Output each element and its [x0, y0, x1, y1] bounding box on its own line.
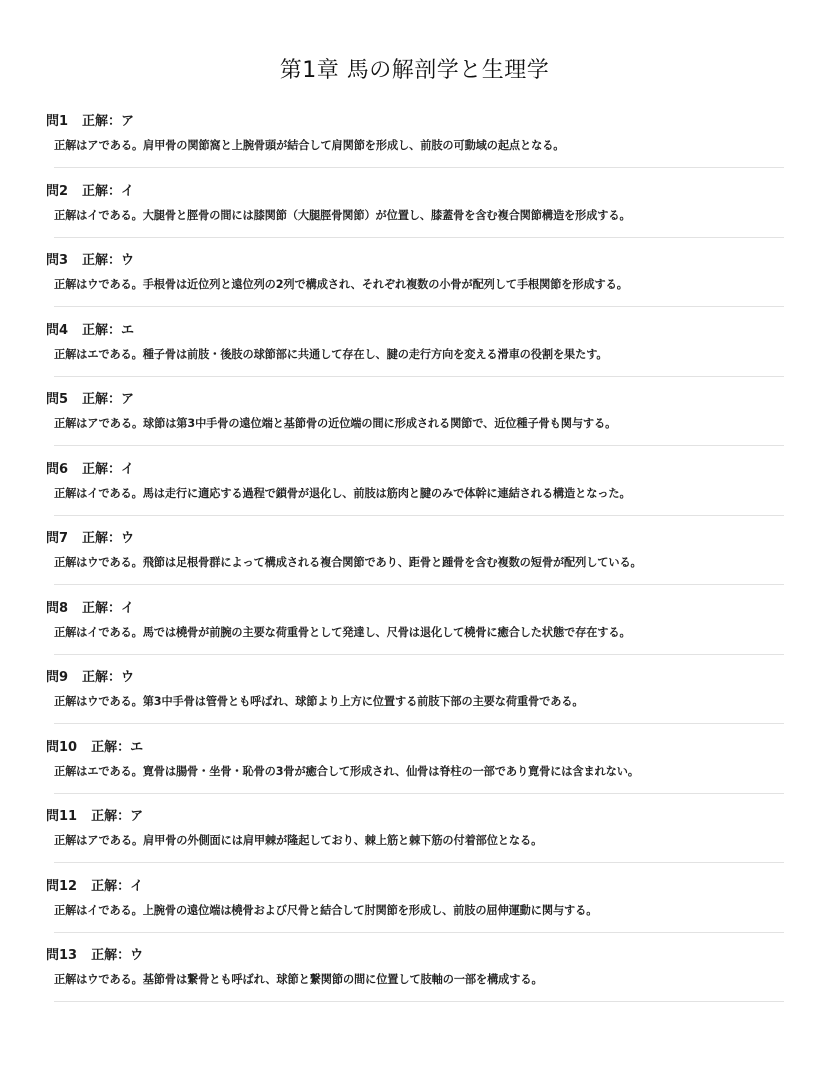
- divider: [54, 376, 784, 377]
- answer-explanation: 正解はイである。馬では橈骨が前腕の主要な荷重骨として発達し、尺骨は退化して橈骨に癒合した状態で存在する。: [54, 625, 631, 639]
- answer-explanation: 正解はアである。肩甲骨の外側面には肩甲棘が隆起しており、棘上筋と棘下筋の付着部位となる。: [54, 834, 543, 847]
- answer-heading: [46, 597, 134, 616]
- answer-item: [46, 523, 786, 593]
- answer-explanation: 正解はアである。肩甲骨の関節窩と上腕骨頭が結合して肩関節を形成し、前肢の可動域の起点となる。: [54, 139, 565, 152]
- answer-item: [46, 454, 786, 524]
- answer-heading: [46, 944, 143, 963]
- answer-explanation: 正解はウである。手根骨は近位列と遠位列の2列で構成され、それぞれ複数の小骨が配列して手根関節を形成する。: [54, 278, 628, 291]
- page-title: 第1章 馬の解剖学と生理学: [279, 57, 550, 83]
- question-number: 問7: [46, 531, 69, 546]
- answer-item: [46, 940, 786, 1010]
- answer-item: [46, 801, 786, 871]
- answer-item: [46, 106, 786, 176]
- question-number: 問1: [46, 114, 69, 129]
- answer-item: [46, 245, 786, 315]
- divider: [54, 793, 784, 794]
- question-number: 問4: [46, 322, 69, 338]
- correct-answer: 正解：ウ: [82, 670, 135, 685]
- answer-heading: [46, 805, 143, 824]
- answer-heading: [46, 319, 134, 338]
- answer-explanation: 正解はイである。上腕骨の遠位端は橈骨および尺骨と結合して肘関節を形成し、前肢の屈伸運動に関与する。: [54, 903, 598, 917]
- divider: [54, 445, 784, 446]
- question-number: 問6: [46, 461, 69, 477]
- divider: [54, 584, 784, 585]
- correct-answer: 正解：イ: [82, 600, 135, 616]
- divider: [54, 654, 784, 655]
- answer-list: [46, 106, 786, 1010]
- correct-answer: 正解：エ: [91, 739, 144, 755]
- question-number: 問2: [46, 183, 69, 199]
- question-number: 問10: [46, 739, 78, 755]
- answer-heading: [46, 388, 134, 407]
- correct-answer: 正解：ア: [82, 114, 135, 129]
- correct-answer: 正解：ア: [91, 809, 144, 824]
- answer-item: [46, 871, 786, 941]
- answer-item: [46, 384, 786, 454]
- answer-heading: [46, 666, 134, 685]
- answer-item: [46, 732, 786, 802]
- divider: [54, 237, 784, 238]
- answer-explanation: 正解はエである。寛骨は腸骨・坐骨・恥骨の3骨が癒合して形成され、仙骨は脊柱の一部であり寛骨には含まれない。: [54, 764, 639, 778]
- answer-explanation: 正解はアである。球節は第3中手骨の遠位端と基節骨の近位端の間に形成される関節で、近位種子骨も関与する。: [54, 417, 617, 430]
- question-number: 問8: [46, 600, 69, 616]
- correct-answer: 正解：ウ: [82, 531, 135, 546]
- answer-item: [46, 176, 786, 246]
- answer-item: [46, 315, 786, 385]
- answer-item: [46, 593, 786, 663]
- divider: [54, 515, 784, 516]
- divider: [54, 306, 784, 307]
- answer-explanation: 正解はイである。馬は走行に適応する過程で鎖骨が退化し、前肢は筋肉と腱のみで体幹に連結される構造となった。: [54, 486, 631, 500]
- correct-answer: 正解：イ: [82, 461, 135, 477]
- correct-answer: 正解：ア: [82, 392, 135, 407]
- answer-heading: [46, 736, 143, 755]
- correct-answer: 正解：ウ: [82, 253, 135, 268]
- divider: [54, 862, 784, 863]
- answer-item: [46, 662, 786, 732]
- answer-explanation: 正解はウである。飛節は足根骨群によって構成される複合関節であり、距骨と踵骨を含む複数の短骨が配列している。: [54, 556, 642, 569]
- question-number: 問13: [46, 948, 78, 963]
- answer-heading: [46, 527, 134, 546]
- answer-heading: [46, 180, 134, 199]
- answer-heading: [46, 875, 143, 894]
- question-number: 問5: [46, 392, 69, 407]
- answer-heading: [46, 110, 134, 129]
- correct-answer: 正解：イ: [82, 183, 135, 199]
- answer-explanation: 正解はイである。大腿骨と脛骨の間には膝関節（大腿脛骨関節）が位置し、膝蓋骨を含む複合関節構造を形成する。: [54, 208, 631, 222]
- divider: [54, 167, 784, 168]
- answer-heading: [46, 249, 134, 268]
- correct-answer: 正解：ウ: [91, 948, 144, 963]
- divider: [54, 932, 784, 933]
- question-number: 問9: [46, 670, 69, 685]
- question-number: 問11: [46, 809, 78, 824]
- answer-explanation: 正解はウである。第3中手骨は管骨とも呼ばれ、球節より上方に位置する前肢下部の主要な荷重骨である。: [54, 695, 584, 708]
- correct-answer: 正解：エ: [82, 322, 135, 338]
- correct-answer: 正解：イ: [91, 878, 144, 894]
- divider: [54, 723, 784, 724]
- answer-heading: [46, 458, 134, 477]
- divider: [54, 1001, 784, 1002]
- question-number: 問12: [46, 878, 78, 894]
- question-number: 問3: [46, 253, 69, 268]
- answer-explanation: 正解はウである。基節骨は繋骨とも呼ばれ、球節と繋関節の間に位置して肢軸の一部を構成する。: [54, 973, 543, 986]
- answer-explanation: 正解はエである。種子骨は前肢・後肢の球節部に共通して存在し、腱の走行方向を変える滑車の役割を果たす。: [54, 347, 608, 361]
